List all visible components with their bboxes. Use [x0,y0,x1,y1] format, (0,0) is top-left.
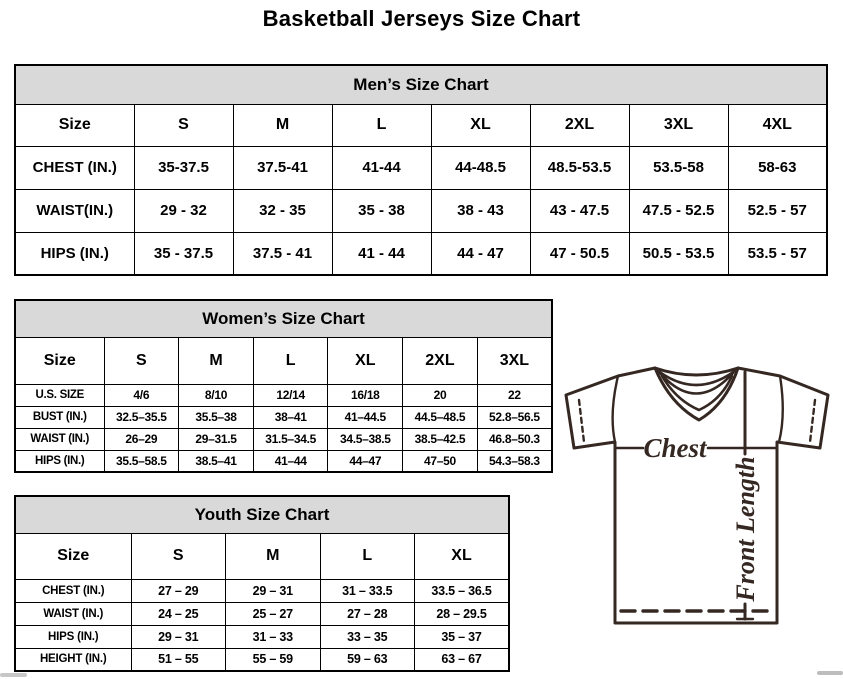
size-cell: 35 – 37 [415,625,510,648]
youth-table-title: Youth Size Chart [15,496,509,533]
size-cell: 35.5–58.5 [104,450,179,472]
size-cell: 27 – 28 [320,602,415,625]
table-row [15,625,509,648]
size-cell: 48.5-53.5 [530,146,629,189]
size-cell: 4/6 [104,384,179,406]
size-cell: 43 - 47.5 [530,189,629,232]
table-row [15,406,552,428]
mens-size-chart-table [14,64,828,276]
size-cell: 55 – 59 [226,648,321,671]
size-cell: 44.5–48.5 [403,406,478,428]
size-cell: 52.8–56.5 [477,406,552,428]
size-cell: 51 – 55 [131,648,226,671]
column-header: Size [15,533,131,579]
column-header: L [253,337,328,384]
size-cell: 35-37.5 [134,146,233,189]
size-cell: 44–47 [328,450,403,472]
sleeve-cuff-dashed-line [579,400,584,442]
youth-size-chart-table [14,495,510,672]
column-header: S [104,337,179,384]
size-cell: 24 – 25 [131,602,226,625]
column-header: XL [415,533,510,579]
table-row [15,384,552,406]
size-cell: 41-44 [332,146,431,189]
column-header: S [134,104,233,146]
row-label: CHEST (IN.) [15,579,131,602]
table-row [15,450,552,472]
size-cell: 63 – 67 [415,648,510,671]
column-header: 3XL [477,337,552,384]
row-label: HEIGHT (IN.) [15,648,131,671]
chest-label: Chest [643,433,707,463]
womens-size-chart-table [14,299,553,473]
size-cell: 52.5 - 57 [728,189,827,232]
size-cell: 32 - 35 [233,189,332,232]
column-header: XL [328,337,403,384]
column-header: M [226,533,321,579]
size-cell: 37.5-41 [233,146,332,189]
size-cell: 33 – 35 [320,625,415,648]
youth-table-banner [15,496,509,533]
size-cell: 31 – 33.5 [320,579,415,602]
size-cell: 38 - 43 [431,189,530,232]
column-header: M [233,104,332,146]
size-cell: 8/10 [179,384,254,406]
size-cell: 33.5 – 36.5 [415,579,510,602]
size-cell: 53.5 - 57 [728,232,827,275]
jersey-armhole-seam [613,376,618,442]
size-cell: 44 - 47 [431,232,530,275]
front-length-label: Front Length [731,456,760,602]
row-label: HIPS (IN.) [15,625,131,648]
column-header: XL [431,104,530,146]
column-header: M [179,337,254,384]
size-cell: 38.5–42.5 [403,428,478,450]
row-label: BUST (IN.) [15,406,104,428]
size-cell: 20 [403,384,478,406]
size-cell: 31 – 33 [226,625,321,648]
youth-header-row [15,533,509,579]
size-cell: 27 – 29 [131,579,226,602]
size-cell: 38–41 [253,406,328,428]
size-cell: 44-48.5 [431,146,530,189]
jersey-measurement-diagram [558,362,836,647]
size-cell: 53.5-58 [629,146,728,189]
size-cell: 41–44.5 [328,406,403,428]
row-label: WAIST (IN.) [15,428,104,450]
womens-table-title: Women’s Size Chart [15,300,552,337]
column-header: 4XL [728,104,827,146]
row-label: HIPS (IN.) [15,450,104,472]
size-cell: 25 – 27 [226,602,321,625]
size-cell: 22 [477,384,552,406]
row-label: WAIST(IN.) [15,189,134,232]
size-cell: 41–44 [253,450,328,472]
womens-header-row [15,337,552,384]
size-cell: 35 - 38 [332,189,431,232]
column-header: 2XL [530,104,629,146]
column-header: L [320,533,415,579]
column-header: Size [15,104,134,146]
size-cell: 29 - 32 [134,189,233,232]
size-cell: 16/18 [328,384,403,406]
table-row [15,232,827,275]
size-cell: 47.5 - 52.5 [629,189,728,232]
jersey-outline [566,368,828,623]
horizontal-scrollbar-thumb-left[interactable] [0,673,27,677]
table-row [15,579,509,602]
column-header: 3XL [629,104,728,146]
size-cell: 12/14 [253,384,328,406]
row-label: WAIST (IN.) [15,602,131,625]
table-row [15,648,509,671]
size-cell: 35 - 37.5 [134,232,233,275]
row-label: HIPS (IN.) [15,232,134,275]
size-cell: 31.5–34.5 [253,428,328,450]
size-cell: 26–29 [104,428,179,450]
size-cell: 59 – 63 [320,648,415,671]
mens-table-banner [15,65,827,104]
size-cell: 58-63 [728,146,827,189]
table-row [15,189,827,232]
size-cell: 32.5–35.5 [104,406,179,428]
table-row [15,146,827,189]
size-cell: 35.5–38 [179,406,254,428]
size-cell: 41 - 44 [332,232,431,275]
size-cell: 37.5 - 41 [233,232,332,275]
table-row [15,602,509,625]
column-header: L [332,104,431,146]
sleeve-cuff-dashed-line [810,400,815,442]
table-row [15,428,552,450]
jersey-collar-icon [655,368,738,375]
horizontal-scrollbar-thumb-right[interactable] [817,671,843,675]
size-cell: 38.5–41 [179,450,254,472]
size-cell: 28 – 29.5 [415,602,510,625]
size-cell: 47–50 [403,450,478,472]
size-cell: 29 – 31 [131,625,226,648]
mens-header-row [15,104,827,146]
mens-table-title: Men’s Size Chart [15,65,827,104]
size-cell: 34.5–38.5 [328,428,403,450]
size-cell: 46.8–50.3 [477,428,552,450]
row-label: CHEST (IN.) [15,146,134,189]
page-title: Basketball Jerseys Size Chart [262,6,581,31]
jersey-armhole-seam [779,376,783,442]
size-cell: 50.5 - 53.5 [629,232,728,275]
column-header: S [131,533,226,579]
size-cell: 29 – 31 [226,579,321,602]
column-header: Size [15,337,104,384]
size-cell: 54.3–58.3 [477,450,552,472]
column-header: 2XL [403,337,478,384]
size-cell: 47 - 50.5 [530,232,629,275]
womens-table-banner [15,300,552,337]
size-cell: 29–31.5 [179,428,254,450]
row-label: U.S. SIZE [15,384,104,406]
